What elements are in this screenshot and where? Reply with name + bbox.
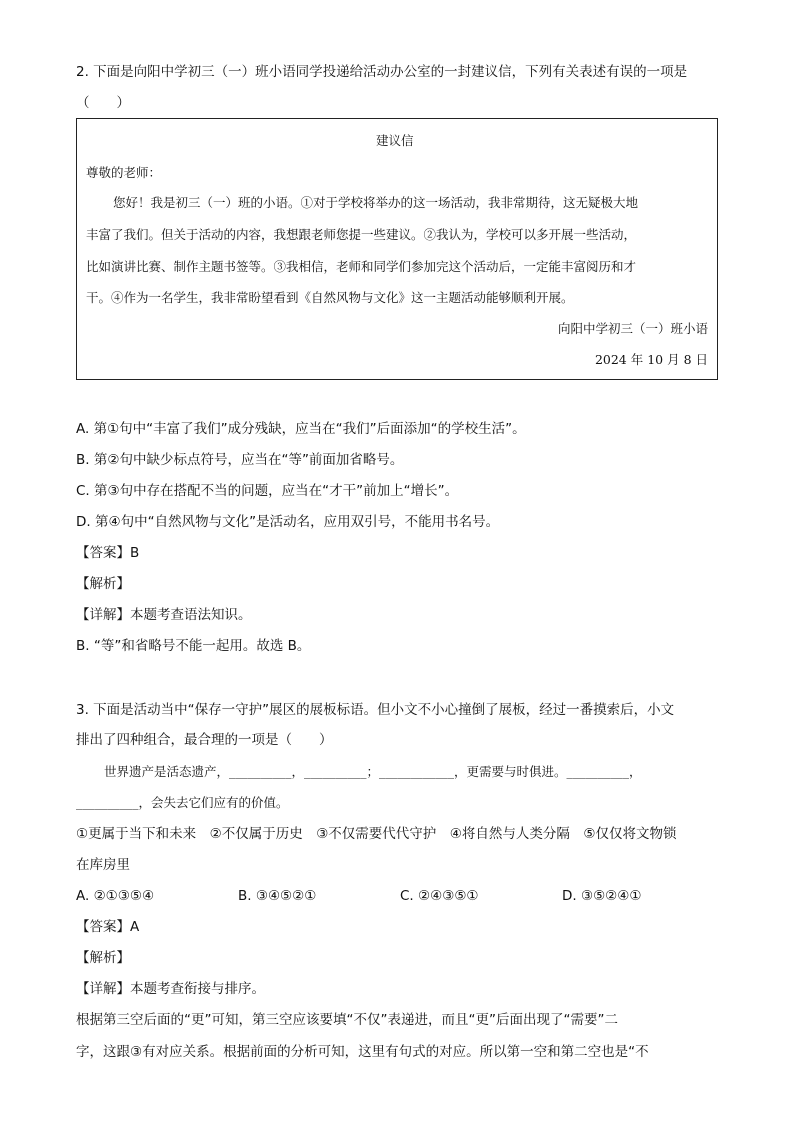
q2-analysis-label: 【解析】 bbox=[76, 576, 130, 592]
q2-stem-line1: 2. 下面是向阳中学初三（一）班小语同学投递给活动办公室的一封建议信，下列有关表述有误的一项是 bbox=[76, 64, 688, 80]
q3-option-a: A. ②①③⑤④ bbox=[76, 888, 155, 904]
q3-items-line2: 在库房里 bbox=[76, 857, 130, 873]
q3-stem-line2: 排出了四种组合，最合理的一项是（ ） bbox=[76, 732, 333, 748]
q3-option-d: D. ③⑤②④① bbox=[562, 888, 642, 904]
q3-stem-line1: 3. 下面是活动当中“保存一守护”展区的展板标语。但小文不小心撞倒了展板，经过一番摸索后，小文 bbox=[76, 702, 675, 718]
letter-body-line: 干。④作为一名学生，我非常盼望看到《自然风物与文化》这一主题活动能够顺利开展。 bbox=[86, 290, 574, 305]
letter-salutation: 尊敬的老师： bbox=[86, 165, 162, 180]
letter-signature: 向阳中学初三（一）班小语 bbox=[557, 321, 708, 336]
q2-answer: 【答案】B bbox=[76, 545, 140, 561]
q3-detail: 【详解】本题考查衔接与排序。 bbox=[76, 981, 265, 997]
letter-body-line: 丰富了我们。但关于活动的内容，我想跟老师您提一些建议。②我认为，学校可以多开展一些活动， bbox=[86, 227, 637, 242]
q3-fill-line1: 世界遗产是活态遗产，__________，__________；____________，更需要与时俱进。__________， bbox=[104, 764, 642, 779]
q3-explanation-line: 根据第三空后面的“更”可知，第三空应该要填“不仅”表递进，而且“更”后面出现了“需要”二 bbox=[76, 1012, 618, 1028]
q3-explanation-line: 字，这跟③有对应关系。根据前面的分析可知，这里有句式的对应。所以第一空和第二空也是“不 bbox=[76, 1044, 649, 1060]
letter-body-line: 比如演讲比赛、制作主题书签等。③我相信，老师和同学们参加完这个活动后，一定能丰富阅历和才 bbox=[86, 259, 637, 274]
q3-option-c: C. ②④③⑤① bbox=[400, 888, 479, 904]
q2-option-b: B. 第②句中缺少标点符号，应当在“等”前面加省略号。 bbox=[76, 452, 404, 468]
letter-body-line: 您好！我是初三（一）班的小语。①对于学校将举办的这一场活动，我非常期待，这无疑极大地 bbox=[113, 195, 639, 210]
q3-analysis-label: 【解析】 bbox=[76, 950, 130, 966]
q3-answer: 【答案】A bbox=[76, 919, 140, 935]
q2-stem-line2: （ ） bbox=[76, 95, 130, 111]
q2-option-c: C. 第③句中存在搭配不当的问题，应当在“才干”前加上“增长”。 bbox=[76, 483, 459, 499]
letter-date: 2024 年 10 月 8 日 bbox=[594, 352, 708, 367]
letter-title: 建议信 bbox=[376, 133, 414, 148]
q2-option-a: A. 第①句中“丰富了我们”成分残缺，应当在“我们”后面添加“的学校生活”。 bbox=[76, 421, 526, 437]
q3-fill-line2: __________，会失去它们应有的价值。 bbox=[76, 795, 289, 810]
q2-option-d: D. 第④句中“自然风物与文化”是活动名，应用双引号，不能用书名号。 bbox=[76, 514, 500, 530]
q2-detail: 【详解】本题考查语法知识。 bbox=[76, 607, 252, 623]
q3-option-b: B. ③④⑤②① bbox=[238, 888, 317, 904]
q2-explanation: B. “等”和省略号不能一起用。故选 B。 bbox=[76, 638, 311, 654]
letter-box bbox=[76, 118, 718, 380]
q3-items-line1: ①更属于当下和未来 ②不仅属于历史 ③不仅需要代代守护 ④将自然与人类分隔 ⑤仅仅将文物锁 bbox=[76, 826, 677, 842]
